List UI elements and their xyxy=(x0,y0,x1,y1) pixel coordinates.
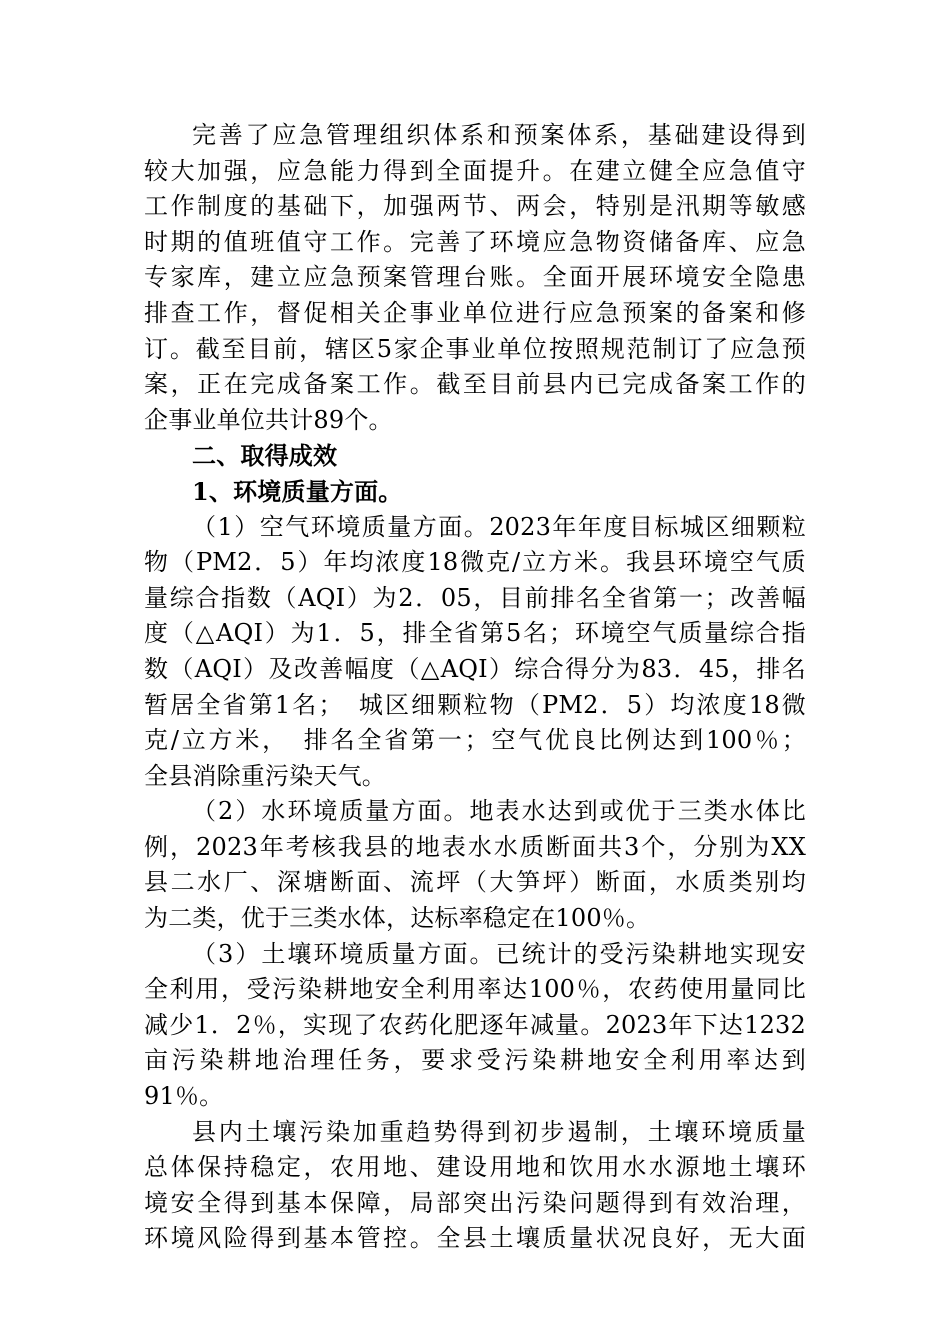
text-line: 全县消除重污染天气。 xyxy=(144,761,386,790)
text-line: 减少1．2％，实现了农药化肥逐年减量。2023年下达1232 xyxy=(144,1010,806,1039)
text-line: 企事业单位共计89个。 xyxy=(144,405,393,434)
text-line: 总体保持稳定，农用地、建设用地和饮用水水源地土壤环 xyxy=(144,1153,806,1182)
text-line: 时期的值班值守工作。完善了环境应急物资储备库、应急 xyxy=(144,227,806,256)
text-line: 完善了应急管理组织体系和预案体系，基础建设得到 xyxy=(192,121,806,149)
paragraph-air-quality xyxy=(144,510,806,795)
text-line: 工作制度的基础下，加强两节、两会，特别是汛期等敏感 xyxy=(144,192,806,221)
text-line: 全利用，受污染耕地安全利用率达100％，农药使用量同比 xyxy=(144,975,806,1004)
text-line: （3）土壤环境质量方面。已统计的受污染耕地实现安 xyxy=(192,939,806,968)
text-line: （1）空气环境质量方面。2023年年度目标城区细颗粒 xyxy=(192,512,806,541)
paragraph-soil-summary xyxy=(144,1115,806,1257)
text-line: 度（△AQI）为1．5，排全省第5名；环境空气质量综合指 xyxy=(144,619,806,648)
text-line: 91％。 xyxy=(144,1082,224,1111)
paragraph-emergency-management xyxy=(144,118,806,438)
text-line: 境安全得到基本保障，局部突出污染问题得到有效治理， xyxy=(144,1188,806,1217)
text-line: （2）水环境质量方面。地表水达到或优于三类水体比 xyxy=(192,797,806,826)
text-line: 亩污染耕地治理任务，要求受污染耕地安全利用率达到 xyxy=(144,1046,806,1075)
document-page xyxy=(144,118,806,1257)
text-line: 专家库，建立应急预案管理台账。全面开展环境安全隐患 xyxy=(144,263,806,292)
text-line: 量综合指数（AQI）为2．05，目前排名全省第一；改善幅 xyxy=(144,583,806,612)
text-line: 订。截至目前，辖区5家企事业单位按照规范制订了应急预 xyxy=(144,334,806,363)
text-line: 数（AQI）及改善幅度（△AQI）综合得分为83．45，排名 xyxy=(144,654,806,683)
subsection-heading: 1、环境质量方面。 xyxy=(192,476,403,506)
text-line: 例，2023年考核我县的地表水水质断面共3个，分别为XX xyxy=(144,832,806,861)
paragraph-water-quality xyxy=(144,794,806,936)
text-line: 为二类，优于三类水体，达标率稳定在100％。 xyxy=(144,904,651,933)
text-line: 克/立方米， 排名全省第一；空气优良比例达到100％； xyxy=(144,726,806,755)
text-line: 排查工作，督促相关企事业单位进行应急预案的备案和修 xyxy=(144,298,806,327)
text-line: 案，正在完成备案工作。截至目前县内已完成备案工作的 xyxy=(144,370,806,399)
section-heading: 二、取得成效 xyxy=(192,441,338,471)
text-line: 县二水厂、深塘断面、流坪（大笋坪）断面，水质类别均 xyxy=(144,868,806,897)
text-line: 暂居全省第1名； 城区细颗粒物（PM2．5）均浓度18微 xyxy=(144,690,806,719)
text-line: 物（PM2．5）年均浓度18微克/立方米。我县环境空气质 xyxy=(144,548,806,577)
paragraph-soil-quality xyxy=(144,937,806,1115)
text-line: 环境风险得到基本管控。全县土壤质量状况良好，无大面 xyxy=(144,1224,806,1253)
text-line: 较大加强，应急能力得到全面提升。在建立健全应急值守 xyxy=(144,156,806,185)
text-line: 县内土壤污染加重趋势得到初步遏制，土壤环境质量 xyxy=(192,1117,806,1146)
